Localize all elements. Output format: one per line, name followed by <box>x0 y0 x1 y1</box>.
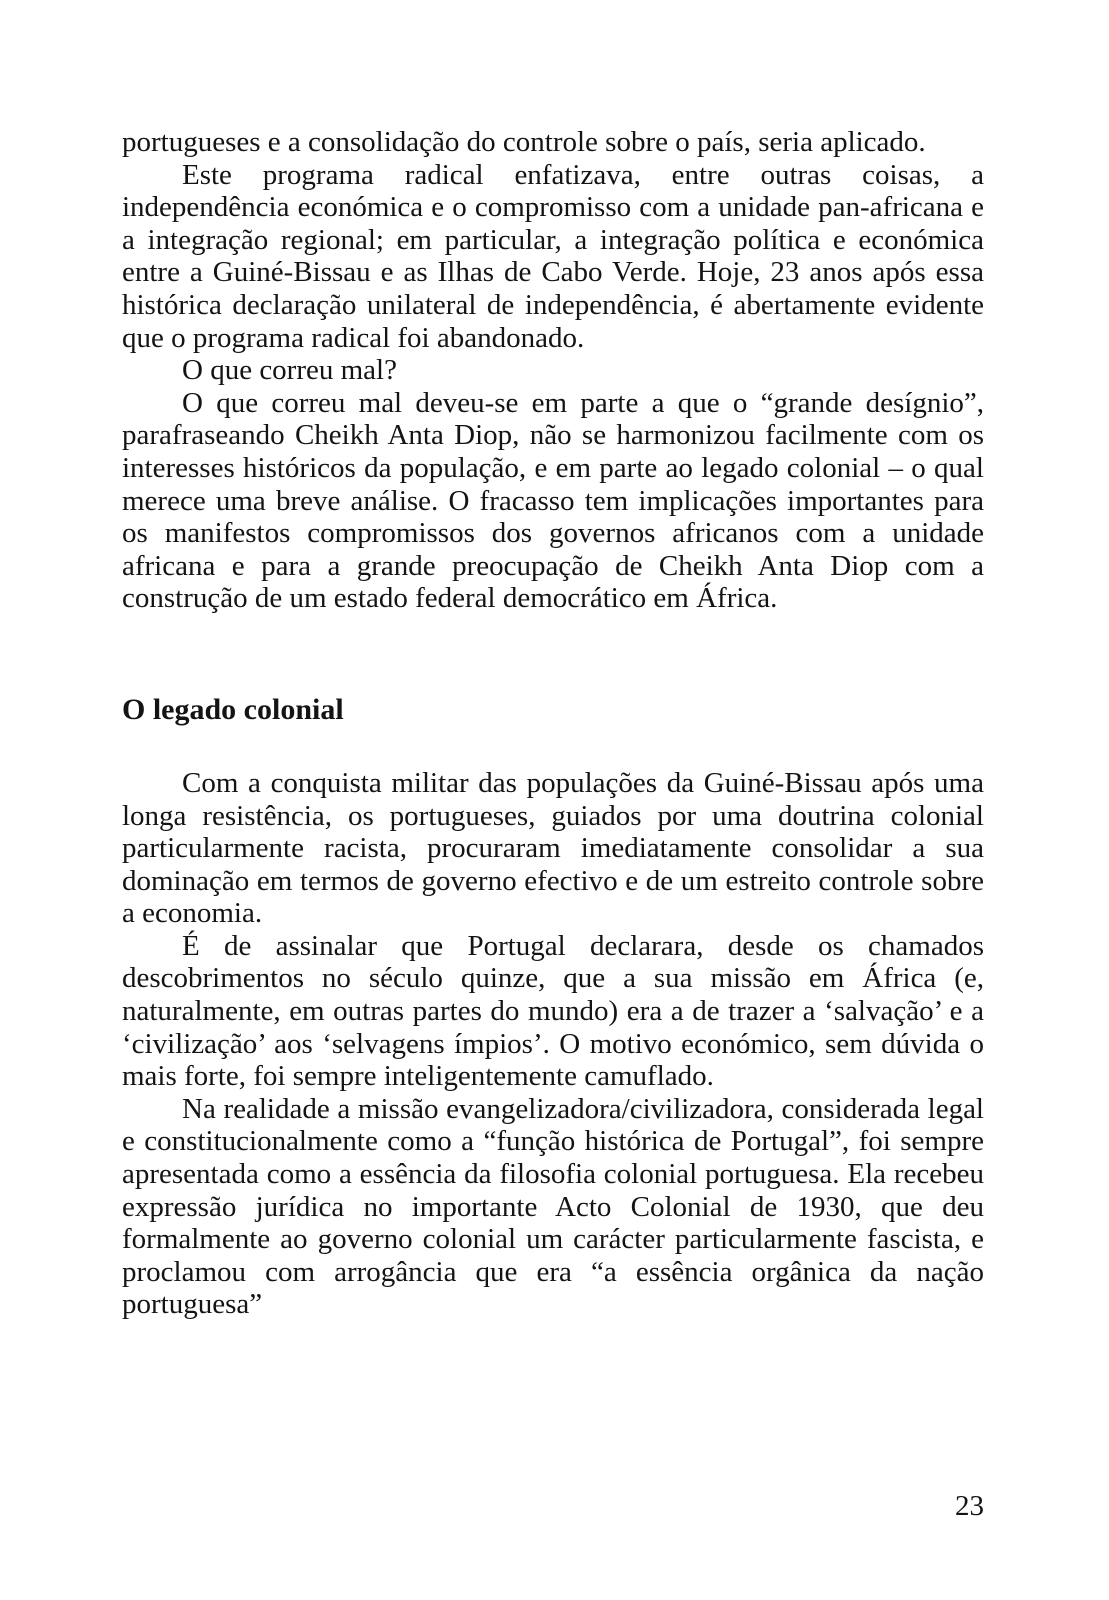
paragraph-radical-program: Este programa radical enfatizava, entre outras coisas, a independência económica e o compromisso com a unidade pan-africana e a integração regional; em particular, a integração política e económica entre a Guiné-Bissau e as Ilhas de Cabo Verde. Hoje, 23 anos após essa histórica declaração unilateral de independência, é abertamente evidente que o programa radical foi abandonado. <box>122 158 984 354</box>
paragraph-conquest: Com a conquista militar das populações da Guiné-Bissau após uma longa resistência, os portugueses, guiados por uma doutrina colonial particularmente racista, procuraram imediatamente consolidar a sua dominação em termos de governo efectivo e de um estreito controle sobre a economia. <box>122 766 984 930</box>
paragraph-question: O que correu mal? <box>182 354 397 387</box>
paragraph-mission: É de assinalar que Portugal declarara, desde os chamados descobrimentos no século quinze, que a sua missão em África (e, naturalmente, em outras partes do mundo) era a de trazer a ‘salvação’ e a ‘civilização’ aos ‘selvagens ímpios’. O motivo económico, sem dúvida o mais forte, foi sempre inteligentemente camuflado. <box>122 929 984 1093</box>
paragraph-continuation: portugueses e a consolidação do controle sobre o país, seria aplicado. <box>122 126 926 158</box>
section-heading: O legado colonial <box>122 692 344 726</box>
page-number: 23 <box>955 1490 984 1522</box>
paragraph-what-went-wrong: O que correu mal deveu-se em parte a que o “grande desígnio”, parafraseando Cheikh Anta Diop, não se harmonizou facilmente com os interesses históricos da população, e em parte ao legado colonial – o qual merece uma breve análise. O fracasso tem implicações importantes para os manifestos compromissos dos governos africanos com a unidade africana e para a grande preocupação de Cheikh Anta Diop com a construção de um estado federal democrático em África. <box>122 386 984 615</box>
paragraph-colonial-act: Na realidade a missão evangelizadora/civilizadora, considerada legal e constitucionalmente como a “função histórica de Portugal”, foi sempre apresentada como a essência da filosofia colonial portuguesa. Ela recebeu expressão jurídica no importante Acto Colonial de 1930, que deu formalmente ao governo colonial um carácter particularmente fascista, e proclamou com arrogância que era “a essência orgânica da nação portuguesa” <box>122 1092 984 1321</box>
page-body <box>122 126 984 1321</box>
